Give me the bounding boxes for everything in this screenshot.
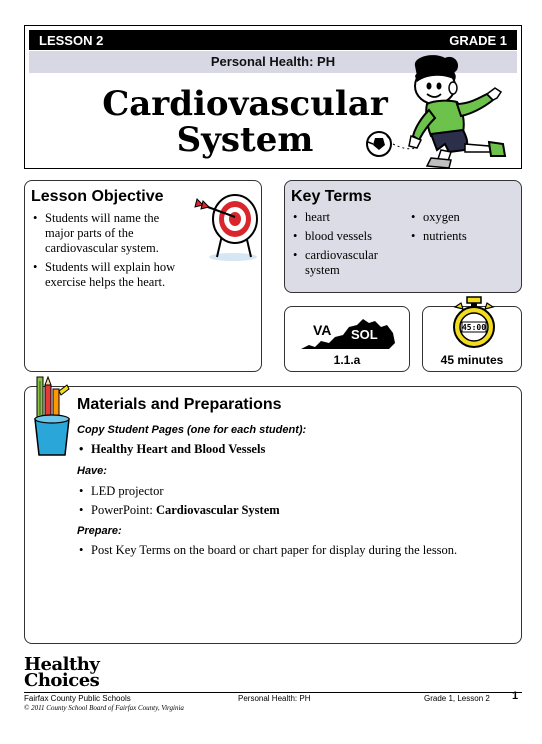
lesson-objective-box: [24, 180, 262, 372]
page-number: 1: [512, 690, 519, 702]
lesson-header: [24, 25, 522, 169]
key-terms-title: Key Terms: [291, 188, 372, 205]
objective-item: • Students will name the major parts of the cardiovascular system.: [31, 211, 191, 256]
sol-sol-text: SOL: [351, 327, 378, 342]
stopwatch-display: 45:00: [461, 323, 487, 332]
page-title: [75, 86, 415, 158]
key-terms-box: [284, 180, 522, 293]
time-label: 45 minutes: [440, 353, 504, 367]
footer-grade-lesson: Grade 1, Lesson 2: [424, 694, 490, 703]
lesson-number: LESSON 2: [39, 33, 104, 48]
have-list: [77, 484, 507, 522]
have-item-powerpoint: Cardiovascular System: [155, 503, 280, 517]
copy-page-item: • Healthy Heart and Blood Vessels: [77, 442, 507, 457]
key-term: • cardiovascular system: [291, 248, 401, 278]
lesson-bar: [29, 30, 517, 50]
prepare-heading: Prepare:: [77, 525, 122, 537]
title-line-2: System: [176, 120, 314, 160]
logo-line-1: Healthy: [24, 654, 100, 675]
prepare-list: [77, 543, 507, 562]
key-terms-list-2: [409, 210, 509, 248]
sol-box: [284, 306, 410, 372]
objective-item: • Students will explain how exercise helps the heart.: [31, 260, 191, 290]
footer-subject: Personal Health: PH: [238, 694, 311, 703]
have-item: • LED projector: [77, 484, 507, 499]
stopwatch-icon: [449, 295, 499, 349]
prepare-item: • Post Key Terms on the board or chart paper for display during the lesson.: [77, 543, 507, 558]
materials-box: [24, 386, 522, 644]
copy-pages-heading: Copy Student Pages (one for each student):: [77, 424, 307, 436]
footer-school: Fairfax County Public Schools: [24, 694, 131, 703]
copy-pages-list: [77, 442, 507, 461]
key-term: • blood vessels: [291, 229, 401, 244]
logo-line-2: Choices: [24, 670, 100, 691]
sol-code: 1.1.a: [333, 353, 361, 367]
boy-soccer-illustration: [365, 52, 521, 168]
objective-list: [31, 211, 191, 294]
key-terms-list-1: [291, 210, 401, 282]
virginia-sol-logo: [299, 313, 397, 353]
healthy-choices-logo: [24, 654, 100, 691]
have-item: [77, 503, 507, 518]
pencil-cup-icon: [29, 375, 75, 459]
key-term: • oxygen: [409, 210, 509, 225]
key-term: • heart: [291, 210, 401, 225]
title-line-1: Cardiovascular: [102, 84, 388, 124]
have-item-prefix: PowerPoint:: [91, 503, 156, 517]
footer-divider: [24, 692, 522, 693]
lesson-objective-title: Lesson Objective: [31, 188, 164, 205]
subject-bar: Personal Health: PH: [29, 51, 517, 73]
sol-va-text: VA: [313, 322, 332, 338]
key-term: • nutrients: [409, 229, 509, 244]
materials-title: Materials and Preparations: [77, 396, 282, 413]
time-box: [422, 306, 522, 372]
have-heading: Have:: [77, 465, 107, 477]
target-icon: [193, 187, 261, 263]
grade-label: GRADE 1: [449, 33, 507, 48]
footer-copyright: © 2011 County School Board of Fairfax County, Virginia: [24, 704, 184, 712]
